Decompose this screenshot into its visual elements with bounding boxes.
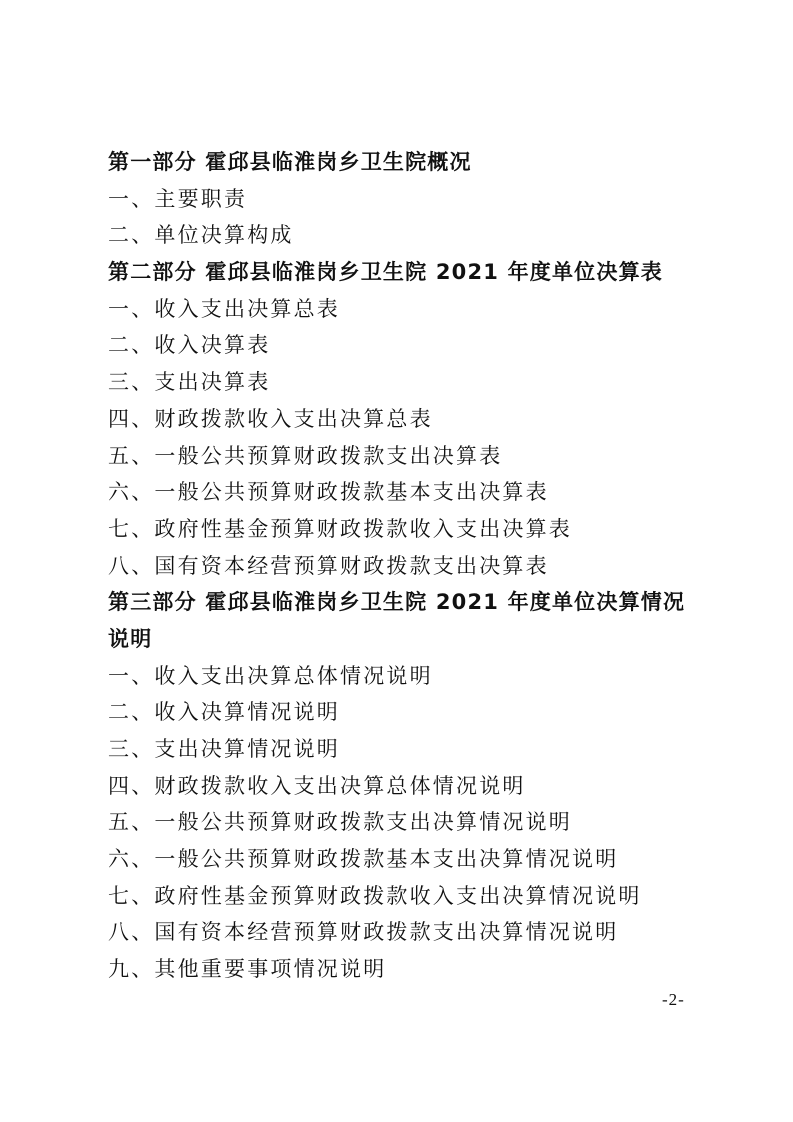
part2-item-5: 五、一般公共预算财政拨款支出决算表 <box>108 443 503 468</box>
part2-item-8: 八、国有资本经营预算财政拨款支出决算表 <box>108 553 549 578</box>
part3-item-4: 四、财政拨款收入支出决算总体情况说明 <box>108 773 526 798</box>
part3-item-3: 三、支出决算情况说明 <box>108 737 340 762</box>
part2-item-7: 七、政府性基金预算财政拨款收入支出决算表 <box>108 516 572 541</box>
part2-item-4: 四、财政拨款收入支出决算总表 <box>108 406 433 431</box>
part3-item-2: 二、收入决算情况说明 <box>108 700 340 725</box>
part3-item-9: 九、其他重要事项情况说明 <box>108 957 387 982</box>
part2-item-3: 三、支出决算表 <box>108 370 271 395</box>
part2-item-1: 一、收入支出决算总表 <box>108 296 340 321</box>
part1-item-2: 二、单位决算构成 <box>108 223 294 248</box>
part3-item-8: 八、国有资本经营预算财政拨款支出决算情况说明 <box>108 920 619 945</box>
part2-item-6: 六、一般公共预算财政拨款基本支出决算表 <box>108 480 549 505</box>
part3-item-1: 一、收入支出决算总体情况说明 <box>108 663 433 688</box>
part3-item-5: 五、一般公共预算财政拨款支出决算情况说明 <box>108 810 572 835</box>
table-of-contents <box>108 144 698 988</box>
page-number: -2- <box>662 990 685 1009</box>
part2-item-2: 二、收入决算表 <box>108 333 271 358</box>
part2-heading: 第二部分 霍邱县临淮岗乡卫生院 2021 年度单位决算表 <box>108 260 663 285</box>
part3-item-6: 六、一般公共预算财政拨款基本支出决算情况说明 <box>108 847 619 872</box>
part1-item-1: 一、主要职责 <box>108 186 248 211</box>
part3-heading: 第三部分 霍邱县临淮岗乡卫生院 2021 年度单位决算情况说明 <box>108 590 686 651</box>
part1-heading: 第一部分 霍邱县临淮岗乡卫生院概况 <box>108 150 472 174</box>
part3-item-7: 七、政府性基金预算财政拨款收入支出决算情况说明 <box>108 883 642 908</box>
